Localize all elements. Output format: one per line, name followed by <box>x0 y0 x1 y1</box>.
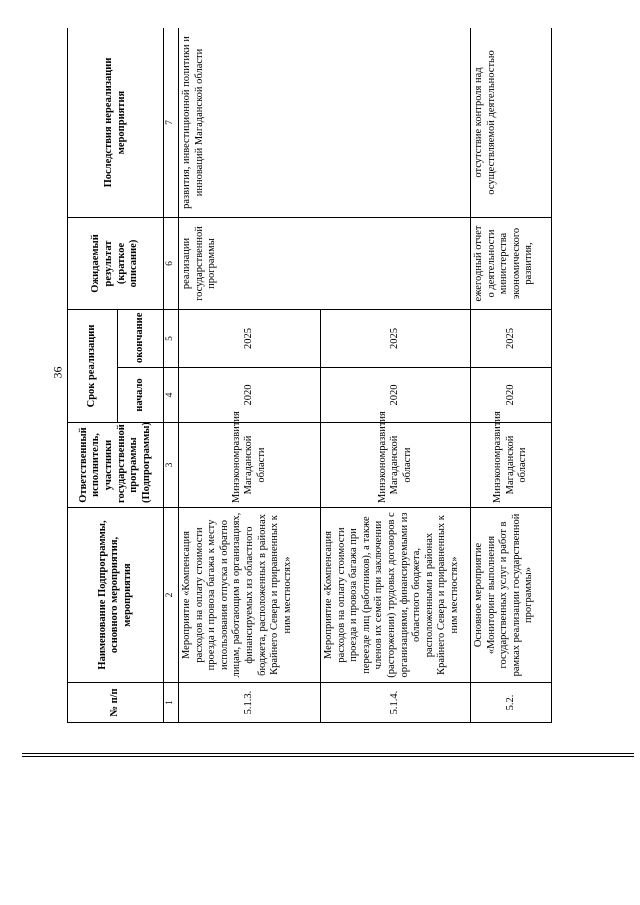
row-start: 2020 <box>321 368 471 423</box>
table-row <box>179 28 321 723</box>
page-divider-line <box>22 753 634 754</box>
header-name: Наименование Подпрограммы, основного мероприятия, мероприятия <box>68 508 164 683</box>
header-start: начало <box>118 368 164 423</box>
row-name: Основное мероприятие «Мониторинг выполнения государственных услуг и работ в рамках реализации государственной программы» <box>471 508 552 683</box>
header-result: Ожидаемый результат (краткое описание) <box>68 218 164 310</box>
header-term: Срок реализации <box>68 310 118 423</box>
column-number: 5 <box>164 310 179 368</box>
column-number: 6 <box>164 218 179 310</box>
row-name: Мероприятие «Компенсация расходов на оплату стоимости проезда и провоза багажа при переезде лиц (работников), а также членов их семей при заключении (расторжении) трудовых договоров с организациями, финансируемыми из областного бюджета, расположенными в районах Крайнего Севера и приравненных к ним местностях» <box>321 508 471 683</box>
table-row <box>471 28 552 723</box>
row-end: 2025 <box>471 310 552 368</box>
row-result: ежегодный отчет о деятельности министерства экономического развития, <box>471 218 552 310</box>
row-num: 5.1.4. <box>321 683 471 723</box>
column-number: 2 <box>164 508 179 683</box>
column-number: 7 <box>164 28 179 218</box>
column-numbers-row <box>164 28 179 723</box>
column-number: 4 <box>164 368 179 423</box>
row-end: 2025 <box>179 310 321 368</box>
row-start: 2020 <box>471 368 552 423</box>
row-num: 5.1.3. <box>179 683 321 723</box>
header-consequences: Последствия нереализации мероприятия <box>68 28 164 218</box>
row-result-continuation: реализации государственной программы <box>179 218 471 310</box>
row-executor: Минэкономразвития Магаданской области <box>179 423 321 508</box>
row-num: 5.2. <box>471 683 552 723</box>
rotated-page-content <box>67 28 552 723</box>
row-consequences-continuation: развития, инвестиционной политики и инноваций Магаданской области <box>179 28 471 218</box>
program-measures-table <box>67 28 552 723</box>
row-name: Мероприятие «Компенсация расходов на оплату стоимости проезда и провоза багажа к месту использования отпуска и обратно лицам, работающим в организациях, финансируемых из областного бюджета, расположенных в районах Крайнего Севера и приравненных к ним местностях» <box>179 508 321 683</box>
row-consequences: отсутствие контроля над осуществляемой деятельностью <box>471 28 552 218</box>
column-number: 1 <box>164 683 179 723</box>
program-table-area <box>67 28 552 723</box>
row-end: 2025 <box>321 310 471 368</box>
header-num: № п/п <box>68 683 164 723</box>
row-executor: Минэкономразвития Магаданской области <box>321 423 471 508</box>
page-divider-line <box>22 756 634 757</box>
row-start: 2020 <box>179 368 321 423</box>
column-number: 3 <box>164 423 179 508</box>
page-number: 36 <box>50 366 65 379</box>
header-executor: Ответственный исполнитель, участники государственной программы (Подпрограммы) <box>68 423 164 508</box>
header-end: окончание <box>118 310 164 368</box>
row-executor: Минэкономразвития Магаданской области <box>471 423 552 508</box>
